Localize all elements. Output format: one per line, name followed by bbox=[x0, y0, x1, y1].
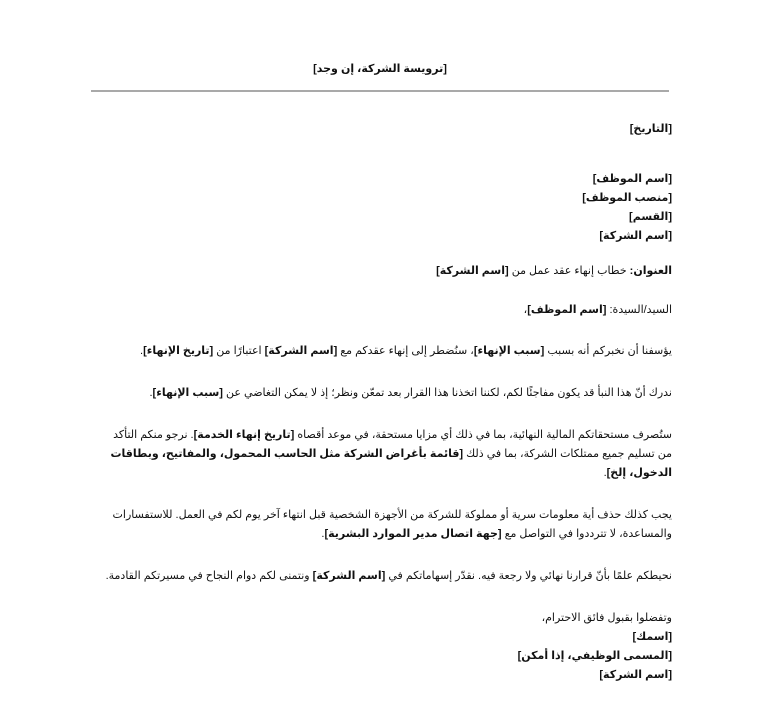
recipient-company: [اسم الشركة] bbox=[599, 230, 672, 242]
text: يؤسفنا أن نخبركم أنه بسبب bbox=[544, 345, 672, 357]
text: . bbox=[149, 387, 153, 399]
closing-text: وتفضلوا بقبول فائق الاحترام، bbox=[541, 612, 672, 624]
text: . bbox=[603, 467, 607, 479]
paragraph-3 bbox=[100, 426, 672, 483]
text: ستُصرف مستحقاتكم المالية النهائية، بما في ذلك أي مزايا مستحقة، في موعد أقصاه bbox=[294, 429, 672, 441]
placeholder-company: [اسم الشركة] bbox=[264, 345, 338, 357]
recipient-position: [منصب الموظف] bbox=[582, 192, 672, 204]
paragraph-5 bbox=[100, 567, 672, 586]
closing-block bbox=[100, 609, 672, 685]
placeholder-company-items: [قائمة بأغراض الشركة مثل الحاسب المحمول، والمفاتيح، وبطاقات الدخول، إلخ] bbox=[110, 448, 672, 479]
text: ندرك أنّ هذا النبأ قد يكون مفاجئًا لكم، لكننا اتخذنا هذا القرار بعد تمعّن ونظر؛ إذ لا يمكن التغاضي عن bbox=[222, 387, 672, 399]
placeholder-reason: [سبب الإنهاء] bbox=[152, 387, 223, 399]
text: . نرجو منكم التأكد من تسليم جميع ممتلكات الشركة، بما في ذلك bbox=[113, 429, 672, 460]
subject-company: [اسم الشركة] bbox=[436, 265, 509, 277]
recipient-department: [القسم] bbox=[629, 211, 672, 223]
placeholder-termination-date: [تاريخ الإنهاء] bbox=[143, 345, 214, 357]
placeholder-reason: [سبب الإنهاء] bbox=[473, 345, 545, 357]
sender-company: [اسم الشركة] bbox=[599, 669, 672, 681]
sender-title: [المسمى الوظيفي، إذا أمكن] bbox=[517, 650, 672, 662]
salutation-name: [اسم الموظف] bbox=[527, 304, 607, 316]
sender-name: [اسمك] bbox=[632, 631, 672, 643]
letterhead: [ترويسة الشركة، إن وجد] bbox=[313, 63, 447, 75]
text: يجب كذلك حذف أية معلومات سرية أو مملوكة للشركة من الأجهزة الشخصية قبل انتهاء آخر يوم لكم في العمل. للاستفسارات والمساعدة، لا تترددوا في التواصل مع bbox=[112, 509, 672, 540]
subject-text: خطاب إنهاء عقد عمل من bbox=[508, 265, 630, 277]
text: ، سنُضطر إلى إنهاء عقدكم مع bbox=[337, 345, 474, 357]
salutation-text: السيد/السيدة: bbox=[606, 304, 672, 316]
placeholder-service-end-date: [تاريخ إنهاء الخدمة] bbox=[193, 429, 295, 441]
paragraph-4 bbox=[100, 506, 672, 544]
text: ونتمنى لكم دوام النجاح في مسيرتكم القادمة. bbox=[105, 570, 313, 582]
header-divider bbox=[91, 90, 669, 92]
text: . bbox=[321, 528, 325, 540]
recipient-block bbox=[100, 170, 672, 246]
salutation-suffix: ، bbox=[523, 304, 528, 316]
text: . bbox=[140, 345, 144, 357]
placeholder-company: [اسم الشركة] bbox=[312, 570, 386, 582]
letter-date: [التاريخ] bbox=[629, 123, 672, 135]
placeholder-hr-contact: [جهة اتصال مدير الموارد البشرية] bbox=[324, 528, 502, 540]
text: نحيطكم علمًا بأنّ قرارنا نهائي ولا رجعة فيه. نقدّر إسهاماتكم في bbox=[385, 570, 672, 582]
recipient-name: [اسم الموظف] bbox=[592, 173, 672, 185]
text: اعتبارًا من bbox=[213, 345, 265, 357]
subject-label: العنوان: bbox=[629, 265, 672, 277]
letter-body bbox=[100, 120, 672, 685]
paragraph-2 bbox=[100, 384, 672, 403]
salutation bbox=[100, 301, 672, 320]
subject-line bbox=[100, 262, 672, 281]
paragraph-1 bbox=[100, 342, 672, 361]
